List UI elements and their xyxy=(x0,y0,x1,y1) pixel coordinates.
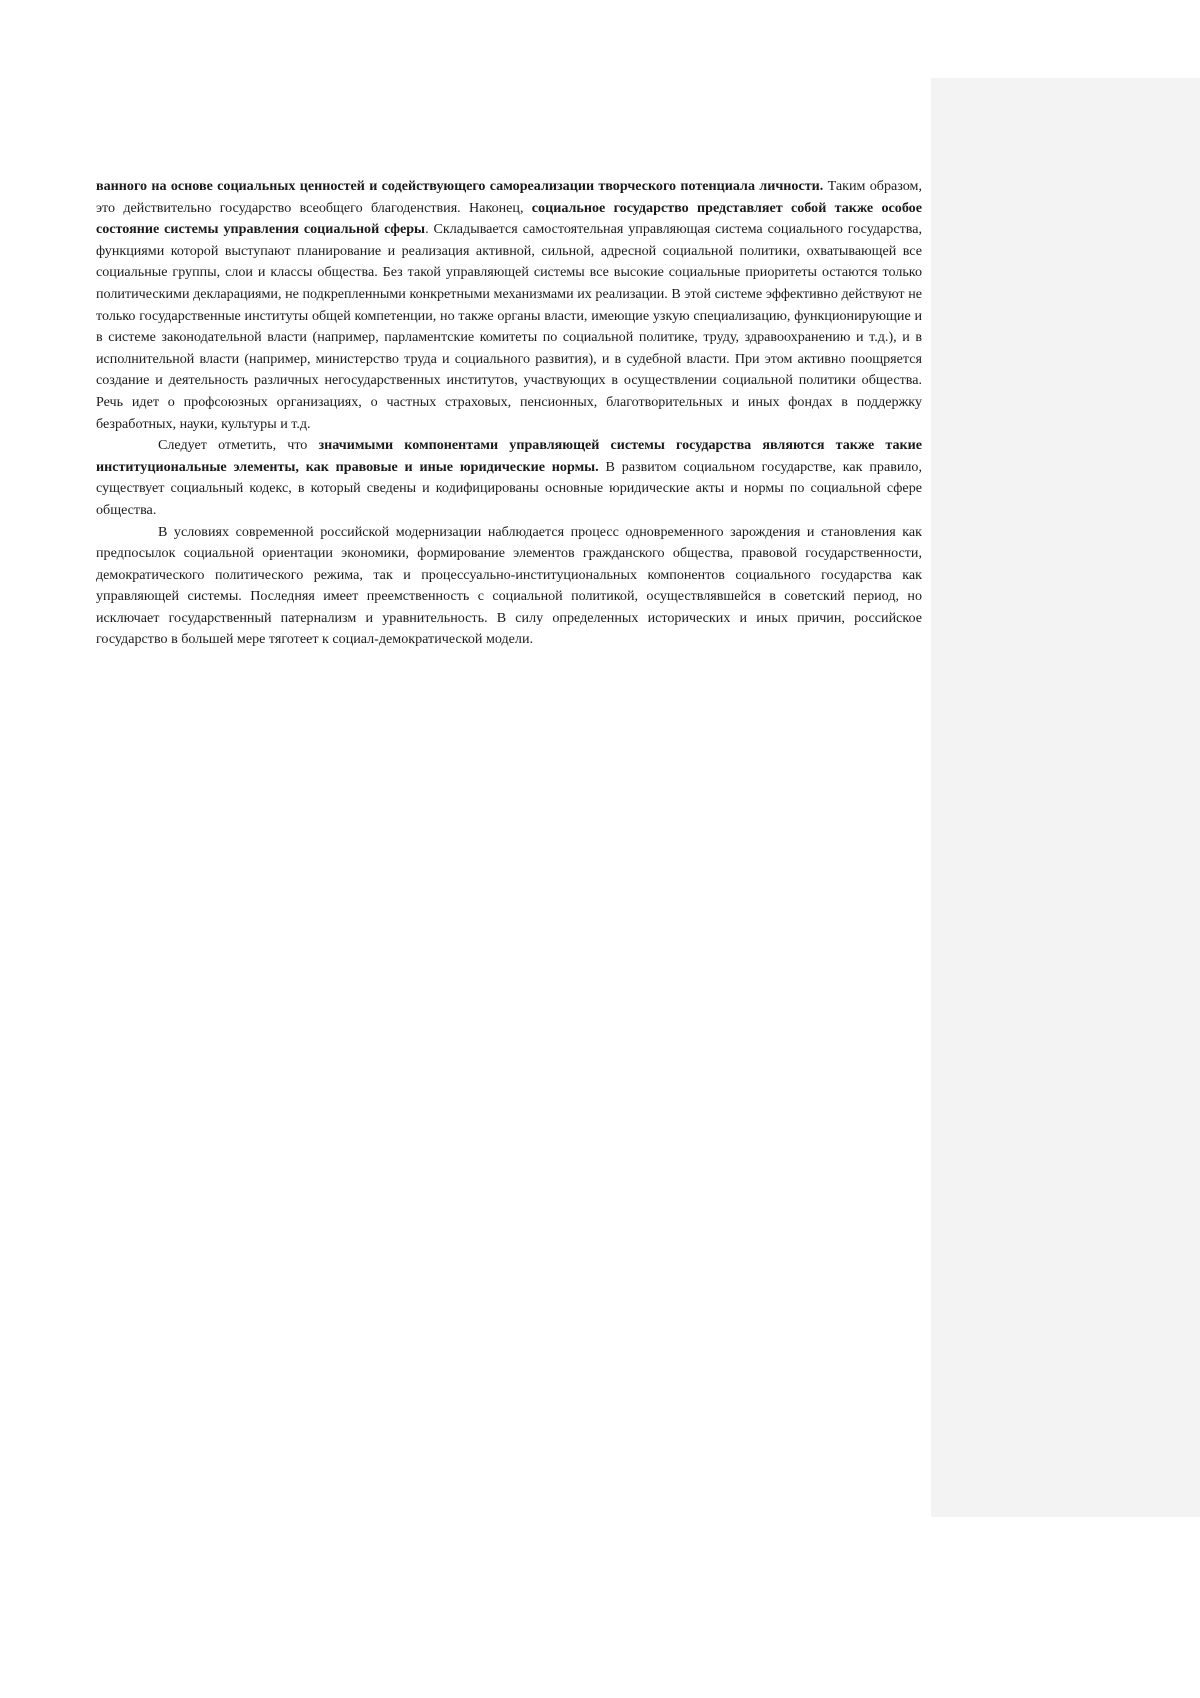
comment-pane xyxy=(931,78,1200,1517)
document-body xyxy=(96,176,922,651)
paragraph-2 xyxy=(96,435,922,521)
body-text: Следует отметить, что xyxy=(158,437,319,454)
paragraph-3 xyxy=(96,522,922,652)
paragraph-1 xyxy=(96,176,922,435)
bold-text: социальное государство представляет собой также особое состояние системы управления социальной сферы xyxy=(96,199,922,238)
body-text: В условиях современной российской модернизации наблюдается процесс одновременного зарождения и становления как предпосылок социальной ориентации экономики, формирование элементов гражданского общества, правовой государственности, демократического политического режима, так и процессуально-институциональных компонентов социального государства как управляющей системы. Последняя имеет преемственность с социальной политикой, осуществлявшейся в советский период, но исключает государственный патернализм и уравнительность. В силу определенных исторических и иных причин, российское государство в большей мере тяготеет к социал-демократической модели. xyxy=(96,523,922,648)
body-text: Таким образом, это действительно государство всеобщего благоденствия. Наконец, xyxy=(96,178,922,216)
bold-text: ванного на основе социальных ценностей и содействующего самореализации творческого потенциала личности. xyxy=(96,178,824,194)
bold-text: значимыми компонентами управляющей системы государства являются также такие институциональные элементы, как правовые и иные юридические нормы. xyxy=(96,437,922,475)
body-text: . Складывается самостоятельная управляющая система социального государства, функциями которой выступают планирование и реализация активной, сильной, адресной социальной политики, охватывающей все социальные группы, слои и классы общества. Без такой управляющей системы все высокие социальные приоритеты остаются только политическими декларациями, не подкрепленными конкретными механизмами их реализации. В этой системе эффективно действуют не только государственные институты общей компетенции, но также органы власти, имеющие узкую специализацию, функционирующие и в системе законодательной власти (например, парламентские комитеты по социальной политике, труду, здравоохранению и т.д.), и в исполнительной власти (например, министерство труда и социального развития), и в судебной власти. При этом активно поощряется создание и деятельность различных негосударственных институтов, участвующих в осуществлении социальной политики общества. Речь идет о профсоюзных организациях, о частных страховых, пенсионных, благотворительных и иных фондах в поддержку безработных, науки, культуры и т.д. xyxy=(96,221,923,432)
body-text: В развитом социальном государстве, как правило, существует социальный кодекс, в который сведены и кодифицированы основные юридические акты и нормы по социальной сфере общества. xyxy=(96,458,923,518)
